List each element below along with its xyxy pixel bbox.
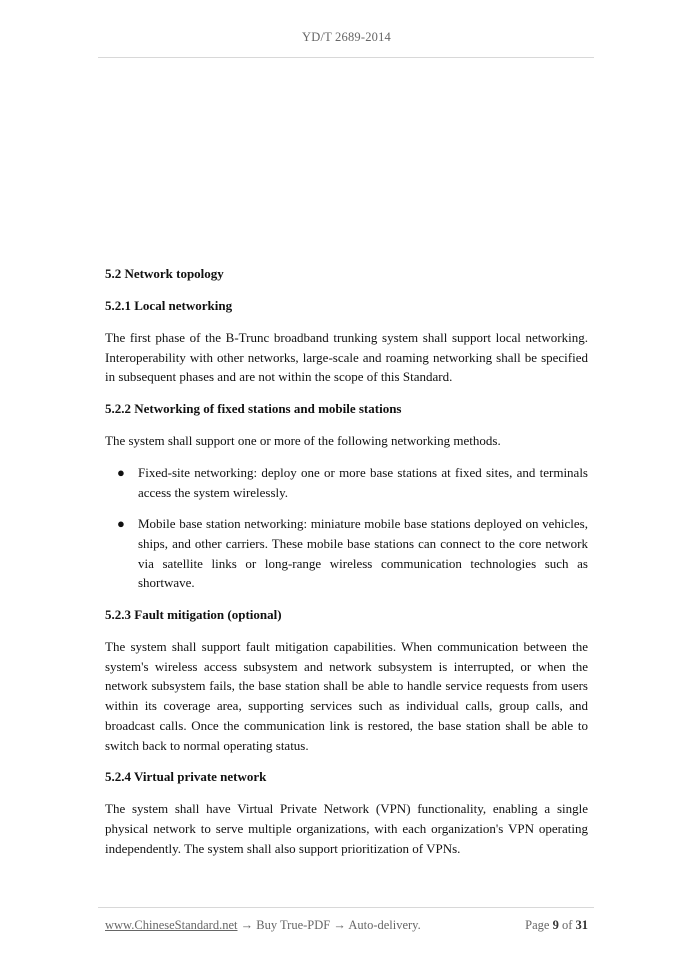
page-header: [0, 30, 693, 45]
of-label: of: [561, 918, 573, 932]
page-label: Page: [525, 918, 550, 932]
bullet-icon: ●: [117, 516, 125, 532]
section-heading-5-2-3: 5.2.3 Fault mitigation (optional): [105, 607, 282, 623]
header-divider: [98, 57, 594, 58]
list-item-text: Mobile base station networking: miniature mobile base stations deployed on vehicles, ships, and other carriers. These mobile base stations can connect to the core network via satellite links or long-range wireless communication technologies such as shortwave.: [138, 516, 588, 591]
document-body: [105, 264, 588, 870]
list-item: [105, 514, 588, 593]
list-item: [105, 463, 588, 502]
document-code: YD/T 2689-2014: [301, 30, 392, 44]
arrow-right-icon: →: [240, 918, 254, 932]
paragraph-vpn: The system shall have Virtual Private Network (VPN) functionality, enabling a single physical network to serve multiple organizations, with each organization's VPN operating independently. The system shall also support prioritization of VPNs.: [105, 801, 588, 856]
paragraph-local-networking: The first phase of the B-Trunc broadband trunking system shall support local networking. Interoperability with other networks, large-scale and roaming networking shall be specified in subsequent phases and are not within the scope of this Standard.: [105, 330, 588, 385]
paragraph-networking-methods: The system shall support one or more of the following networking methods.: [105, 433, 501, 449]
site-link[interactable]: www.ChineseStandard.net: [105, 918, 238, 932]
section-heading-5-2: 5.2 Network topology: [105, 266, 224, 281]
page-number: 9: [552, 918, 559, 932]
footer-divider: [98, 907, 594, 908]
paragraph-fault-mitigation: The system shall support fault mitigation capabilities. When communication between the system's wireless access subsystem and network subsystem is interrupted, or when the network subsystem fails, the base station shall be able to handle service requests from users within its coverage area, supporting services such as individual calls, group calls, and broadcast calls. Once the communication link is restored, the base station shall be able to switch back to normal operating status.: [105, 639, 588, 753]
section-heading-5-2-4: 5.2.4 Virtual private network: [105, 769, 267, 785]
page-indicator: [525, 918, 588, 933]
buy-true-pdf-text: Buy True-PDF: [256, 918, 331, 932]
page-total: 31: [575, 918, 588, 932]
list-item-text: Fixed-site networking: deploy one or more base stations at fixed sites, and terminals access the system wirelessly.: [138, 464, 588, 500]
section-heading-5-2-2: 5.2.2 Networking of fixed stations and mobile stations: [105, 401, 402, 417]
footer-left: [105, 918, 421, 933]
section-heading-5-2-1: 5.2.1 Local networking: [105, 298, 233, 313]
bullet-icon: ●: [117, 464, 125, 480]
auto-delivery-text: Auto-delivery.: [348, 918, 421, 932]
arrow-right-icon: →: [333, 918, 346, 932]
